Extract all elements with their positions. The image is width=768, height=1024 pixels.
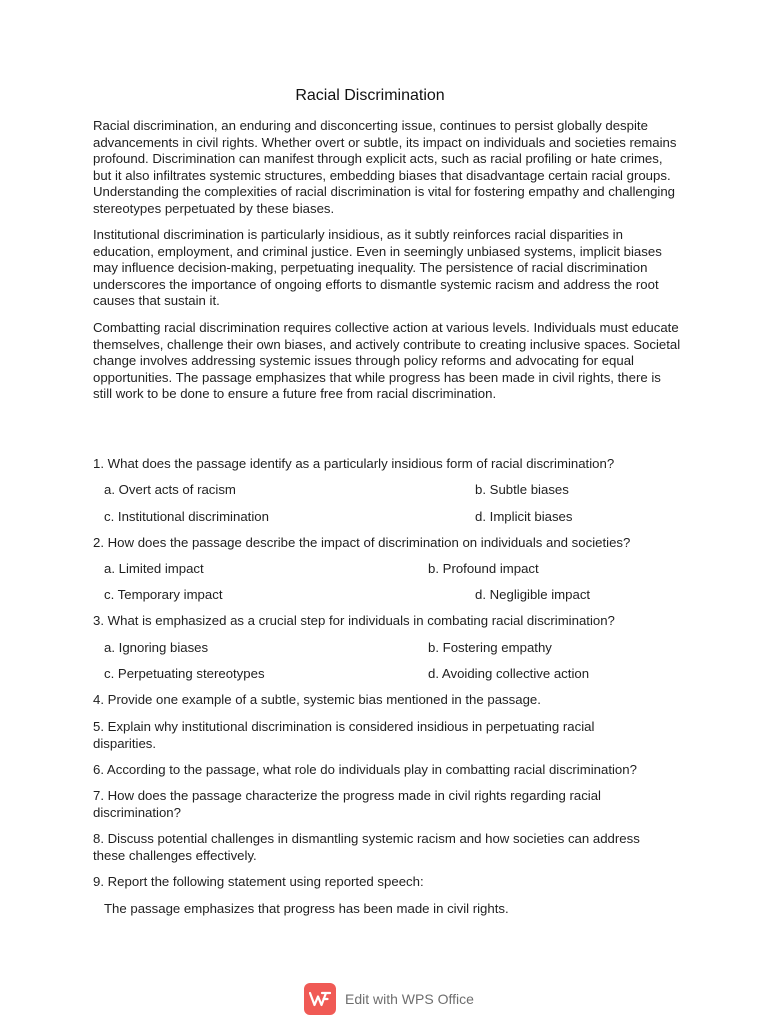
paragraph-3: Combatting racial discrimination requires collective action at various levels. Individuals must educate themselves, challenge their own biases, and actively contribute to creating inclusive spaces. Societal change involves addressing systemic issues through policy reforms and advocating for equal opportunities. The passage emphasizes that while progress has been made in civil rights, there is still work to be done to ensure a future free from racial discrimination. [93,320,681,402]
paragraph-1: Racial discrimination, an enduring and disconcerting issue, continues to persist globally despite advancements in civil rights. Whether overt or subtle, its impact on individuals and societies remains profound. Discrimination can manifest through explicit acts, such as racial profiling or hate crimes, but it also infiltrates systemic structures, embedding biases that disadvantage certain racial groups. Understanding the complexities of racial discrimination is vital for fostering empathy and challenging stereotypes perpetuated by these biases. [93,118,677,216]
edit-with-wps-label: Edit with WPS Office [345,991,474,1007]
q3-option-b: b. Fostering empathy [428,640,552,655]
q3-option-c: c. Perpetuating stereotypes [104,666,265,681]
question-2: 2. How does the passage describe the impact of discrimination on individuals and societies? [93,535,631,550]
edit-with-wps-link[interactable] [304,983,474,1015]
q2-option-a: a. Limited impact [104,561,204,576]
question-9: 9. Report the following statement using reported speech: [93,874,424,889]
question-3: 3. What is emphasized as a crucial step for individuals in combating racial discrimination? [93,613,615,628]
question-6: 6. According to the passage, what role do individuals play in combatting racial discrimination? [93,762,637,777]
q1-option-b: b. Subtle biases [475,482,569,497]
question-8: 8. Discuss potential challenges in dismantling systemic racism and how societies can address these challenges effectively. [93,831,640,863]
q3-option-a: a. Ignoring biases [104,640,209,655]
q1-option-c: c. Institutional discrimination [104,509,269,524]
question-4: 4. Provide one example of a subtle, systemic bias mentioned in the passage. [93,692,541,707]
question-5: 5. Explain why institutional discrimination is considered insidious in perpetuating racial disparities. [93,719,595,751]
q2-option-d: d. Negligible impact [475,587,591,602]
statement-text: The passage emphasizes that progress has been made in civil rights. [104,901,509,916]
q2-option-b: b. Profound impact [428,561,539,576]
paragraph-2: Institutional discrimination is particularly insidious, as it subtly reinforces racial disparities in education, employment, and criminal justice. Even in seemingly unbiased systems, implicit biases may influence decision-making, perpetuating inequality. The persistence of racial discrimination underscores the importance of ongoing efforts to dismantle systemic racism and address the root causes that sustain it. [93,227,662,309]
question-1: 1. What does the passage identify as a particularly insidious form of racial discrimination? [93,456,615,471]
q3-option-d: d. Avoiding collective action [428,666,590,681]
question-7: 7. How does the passage characterize the progress made in civil rights regarding racial discrimination? [93,788,601,820]
q1-option-a: a. Overt acts of racism [104,482,236,497]
document-title: Racial Discrimination [295,87,445,104]
q2-option-c: c. Temporary impact [104,587,223,602]
q1-option-d: d. Implicit biases [475,509,573,524]
wps-office-logo-icon [304,983,336,1015]
